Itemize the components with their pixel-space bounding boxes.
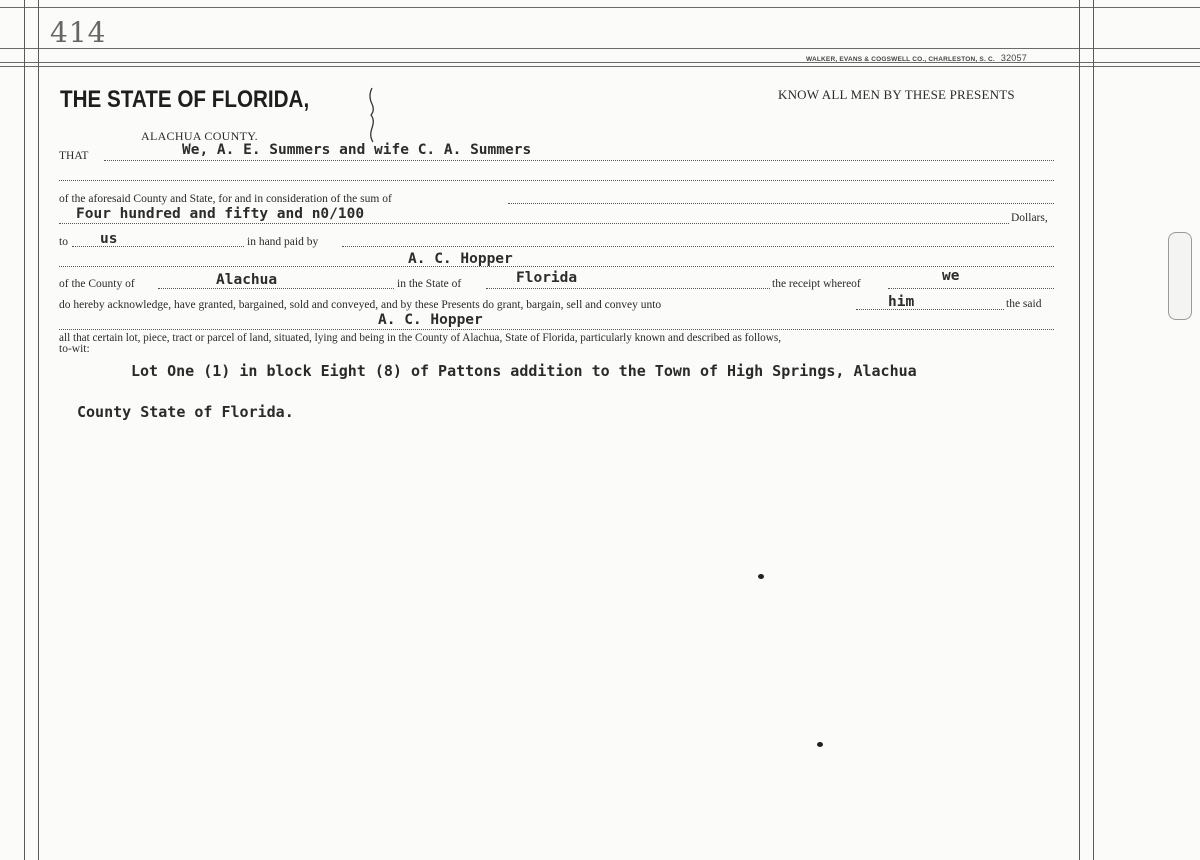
blank-line bbox=[59, 180, 1054, 181]
dollars-label: Dollars, bbox=[1011, 212, 1048, 224]
know-all-men: KNOW ALL MEN BY THESE PRESENTS bbox=[778, 87, 1015, 102]
to-wit-label: to-wit: bbox=[59, 343, 90, 355]
county-of-label: of the County of bbox=[59, 278, 135, 290]
state-title: THE STATE OF FLORIDA, bbox=[60, 86, 310, 113]
ink-spot bbox=[758, 574, 764, 579]
frame-top-rule bbox=[0, 7, 1200, 8]
frame-rule bbox=[0, 48, 1200, 49]
ink-spot bbox=[817, 742, 823, 747]
sum-line bbox=[59, 223, 1009, 224]
binder-clip bbox=[1168, 232, 1192, 320]
to-line bbox=[72, 246, 244, 247]
state-value: Florida bbox=[516, 270, 578, 286]
paid-by-label: in hand paid by bbox=[247, 236, 319, 248]
unto-line bbox=[856, 309, 1004, 310]
county-value: Alachua bbox=[216, 272, 278, 288]
page-number: 414 bbox=[50, 16, 107, 49]
frame-left-rule bbox=[38, 0, 39, 860]
paid-by-line bbox=[342, 246, 1054, 247]
grantors-value: We, A. E. Summers and wife C. A. Summers bbox=[182, 142, 532, 158]
county-line bbox=[158, 288, 394, 289]
description-line-1: Lot One (1) in block Eight (8) of Pattons addition to the Town of High Springs, Alachua bbox=[131, 362, 917, 380]
state-of-label: in the State of bbox=[397, 278, 462, 290]
state-line bbox=[486, 288, 770, 289]
the-said-label: the said bbox=[1006, 298, 1042, 310]
that-label: THAT bbox=[59, 150, 89, 162]
receipt-line bbox=[888, 288, 1054, 289]
frame-left-rule bbox=[24, 0, 25, 860]
receipt-value: we bbox=[942, 268, 960, 284]
payer-line bbox=[59, 266, 1054, 267]
printer-imprint bbox=[806, 53, 1027, 63]
county-heading: ALACHUA COUNTY. bbox=[141, 129, 258, 143]
receipt-label: the receipt whereof bbox=[772, 278, 861, 290]
all-that-text: all that certain lot, piece, tract or parcel of land, situated, lying and being in the County of Alachua, State of Florida, particularly known and described as follows, bbox=[59, 332, 782, 344]
acknowledge-text: do hereby acknowledge, have granted, bargained, sold and conveyed, and by these Presents do grant, bargain, sell and convey unto bbox=[59, 299, 662, 311]
printer-name: WALKER, EVANS & COGSWELL CO., CHARLESTON, S. C. bbox=[806, 56, 995, 63]
grantee-value: A. C. Hopper bbox=[378, 312, 483, 328]
consideration-label: of the aforesaid County and State, for and in consideration of the sum of bbox=[59, 193, 392, 205]
frame-right-rule bbox=[1093, 0, 1094, 860]
frame-right-rule bbox=[1079, 0, 1080, 860]
frame-rule bbox=[0, 66, 1200, 67]
to-value: us bbox=[100, 231, 118, 247]
bracket-mark bbox=[366, 86, 380, 144]
consideration-line bbox=[508, 203, 1054, 204]
unto-value: him bbox=[888, 294, 915, 310]
form-number: 32057 bbox=[1000, 53, 1027, 63]
payer-value: A. C. Hopper bbox=[408, 251, 513, 267]
grantor-line bbox=[104, 160, 1054, 161]
grantee-line bbox=[59, 329, 1054, 330]
to-label: to bbox=[59, 236, 68, 248]
description-line-2: County State of Florida. bbox=[77, 403, 294, 421]
sum-value: Four hundred and fifty and n0/100 bbox=[76, 206, 365, 222]
